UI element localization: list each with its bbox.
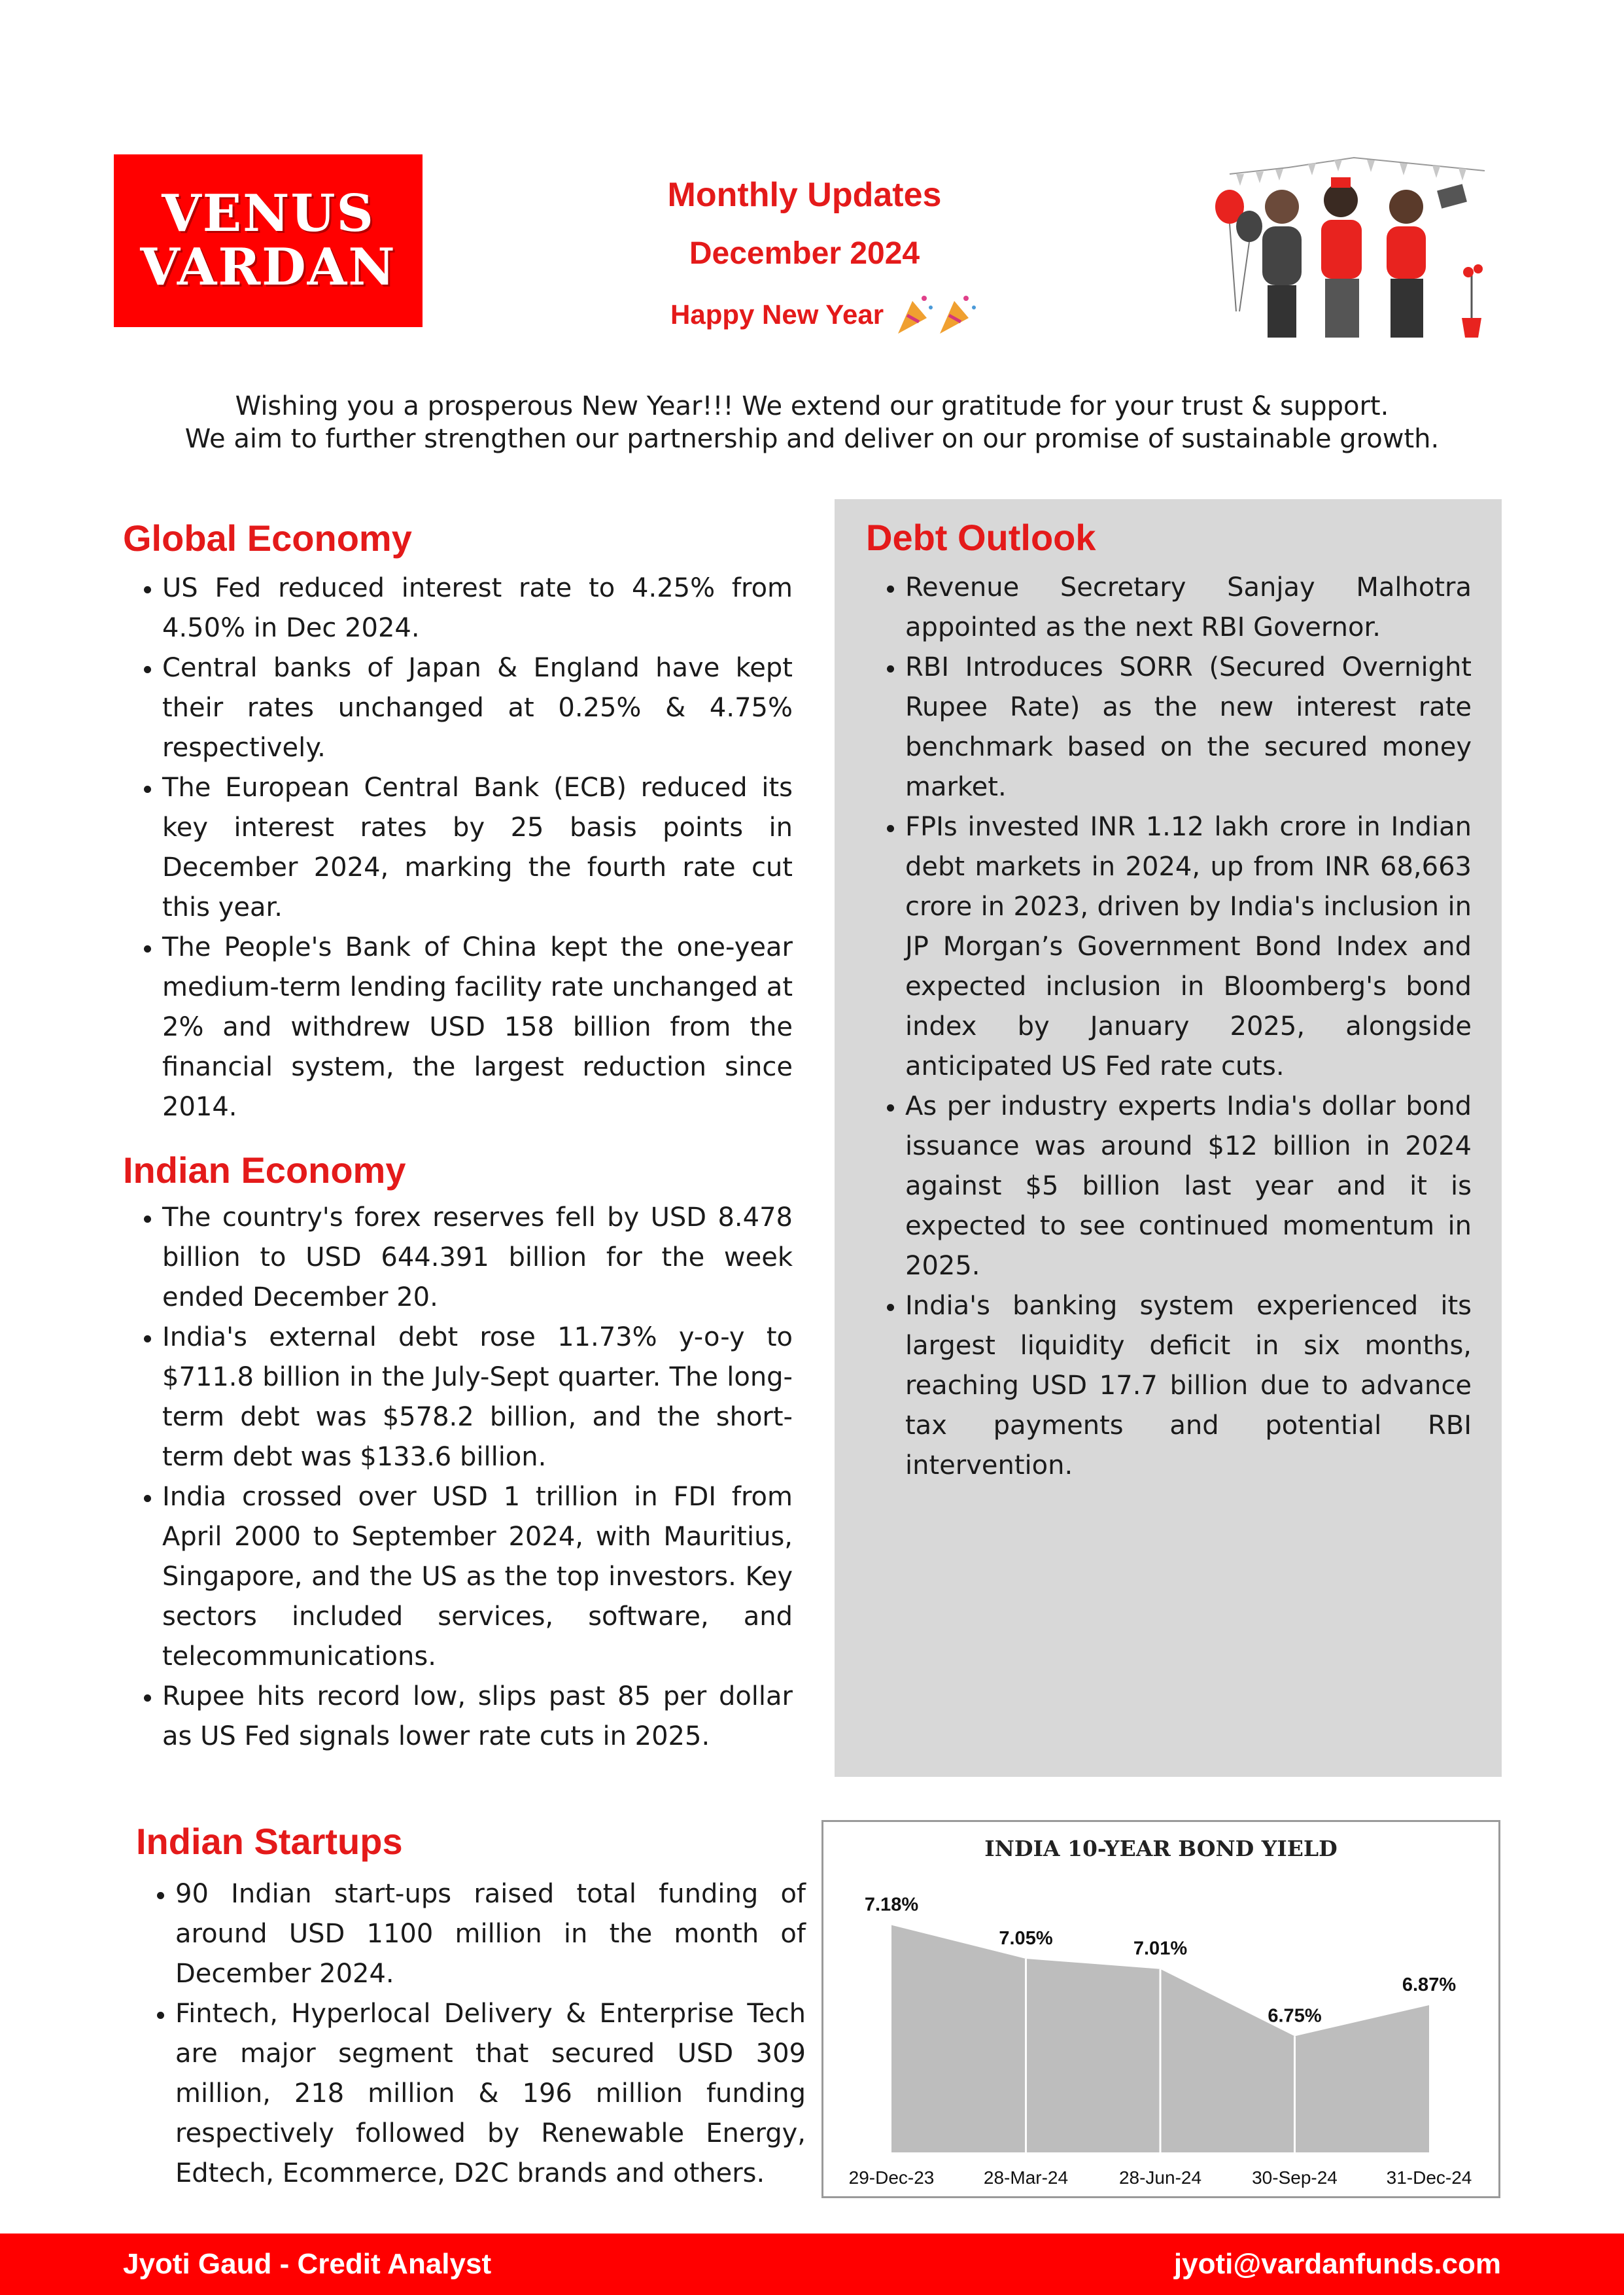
logo-line-2: VARDAN [140, 237, 396, 297]
intro-line-2: We aim to further strengthen our partnership and deliver on our promise of sustainable growth. [184, 424, 1440, 454]
x-tick-label: 28-Mar-24 [983, 2167, 1069, 2188]
debt-outlook-section [866, 516, 1472, 1486]
party-popper-icon [893, 292, 984, 338]
list-item: • The country's forex reserves fell by USD 8.478 billion to USD 644.391 billion for the week ended December 20. [162, 1198, 793, 1318]
x-tick-label: 29-Dec-23 [848, 2167, 935, 2188]
chart-title: INDIA 10-YEAR BOND YIELD [984, 1836, 1338, 1861]
list-item: • India's external debt rose 11.73% y-o-y to $711.8 billion in the July-Sept quarter. The long-term debt was $578.2 billion, and the short-term debt was $133.6 billion. [162, 1318, 793, 1477]
indian-startups-section [136, 1820, 806, 2194]
list-item: • The People's Bank of China kept the one-year medium-term lending facility rate unchanged at 2% and withdrew USD 158 billion from the financial system, the largest reduction since 2014. [162, 928, 793, 1127]
list-item: • US Fed reduced interest rate to 4.25% from 4.50% in Dec 2024. [162, 569, 793, 648]
indian-economy-list [123, 1198, 793, 1757]
indian-economy-section [123, 1149, 793, 1757]
x-tick-label: 30-Sep-24 [1252, 2167, 1338, 2188]
debt-outlook-heading: Debt Outlook [866, 517, 1096, 558]
data-label: 7.18% [864, 1894, 919, 1916]
list-item: • FPIs invested INR 1.12 lakh crore in Indian debt markets in 2024, up from INR 68,663 crore in 2023, driven by India's inclusion in JP Morgan’s Government Bond Index and expected inclusion in Bloomberg's bond index by January 2025, alongside anticipated US Fed rate cuts. [905, 807, 1472, 1087]
page-title: Monthly Updates [667, 176, 942, 214]
list-item: • Rupee hits record low, slips past 85 per dollar as US Fed signals lower rate cuts in 2025. [162, 1677, 793, 1757]
list-item: • Central banks of Japan & England have kept their rates unchanged at 0.25% & 4.75% respectively. [162, 648, 793, 768]
global-economy-list [123, 569, 793, 1127]
list-item: • India's banking system experienced its largest liquidity deficit in six months, reaching USD 17.7 billion due to advance tax payments and potential RBI intervention. [905, 1286, 1472, 1486]
indian-startups-list [136, 1874, 806, 2194]
logo-line-1: VENUS [162, 184, 375, 243]
global-economy-heading: Global Economy [123, 517, 412, 559]
debt-outlook-list [866, 568, 1472, 1486]
debt-outlook-panel [835, 499, 1502, 1777]
data-label: 7.05% [999, 1927, 1053, 1949]
intro-message [65, 390, 1559, 455]
indian-economy-heading: Indian Economy [123, 1149, 406, 1191]
list-item: • Fintech, Hyperlocal Delivery & Enterprise Tech are major segment that secured USD 309 million, 218 million & 196 million funding respectively followed by Renewable Energy, Edtech, Ecommerce, D2C brands and others. [175, 1994, 806, 2194]
brand-logo [114, 154, 423, 327]
list-item: • As per industry experts India's dollar bond issuance was around $12 billion in 2024 against $5 billion last year and it is expected to see continued momentum in 2025. [905, 1087, 1472, 1286]
greeting-row [670, 292, 984, 338]
list-item: • 90 Indian start-ups raised total funding of around USD 1100 million in the month of December 2024. [175, 1874, 806, 1994]
list-item: • India crossed over USD 1 trillion in FDI from April 2000 to September 2024, with Mauritius, Singapore, and the US as the top investors. Key sectors included services, software, and telecommunications. [162, 1477, 793, 1677]
list-item: • The European Central Bank (ECB) reduced its key interest rates by 25 basis points in December 2024, marking the fourth rate cut this year. [162, 768, 793, 928]
page-month: December 2024 [689, 236, 920, 271]
intro-line-1: Wishing you a prosperous New Year!!! We extend our gratitude for your trust & support. [235, 391, 1389, 421]
list-item: • Revenue Secretary Sanjay Malhotra appointed as the next RBI Governor. [905, 568, 1472, 648]
global-economy-section [123, 517, 793, 1127]
x-tick-label: 28-Jun-24 [1118, 2167, 1202, 2188]
data-label: 7.01% [1133, 1938, 1188, 1959]
x-tick-label: 31-Dec-24 [1386, 2167, 1472, 2188]
list-item: • RBI Introduces SORR (Secured Overnight Rupee Rate) as the new interest rate benchmark based on the secured money market. [905, 648, 1472, 807]
footer-bar [0, 2234, 1624, 2295]
indian-startups-heading: Indian Startups [136, 1821, 403, 1862]
celebration-illustration [1210, 154, 1498, 338]
footer-email[interactable]: jyoti@vardanfunds.com [1173, 2248, 1501, 2280]
footer-author: Jyoti Gaud - Credit Analyst [123, 2248, 492, 2280]
data-label: 6.87% [1402, 1974, 1457, 1995]
data-label: 6.75% [1268, 2005, 1322, 2027]
bond-yield-chart [821, 1820, 1500, 2198]
bond-yield-chart-svg [823, 1822, 1498, 2196]
greeting-text: Happy New Year [670, 299, 884, 330]
